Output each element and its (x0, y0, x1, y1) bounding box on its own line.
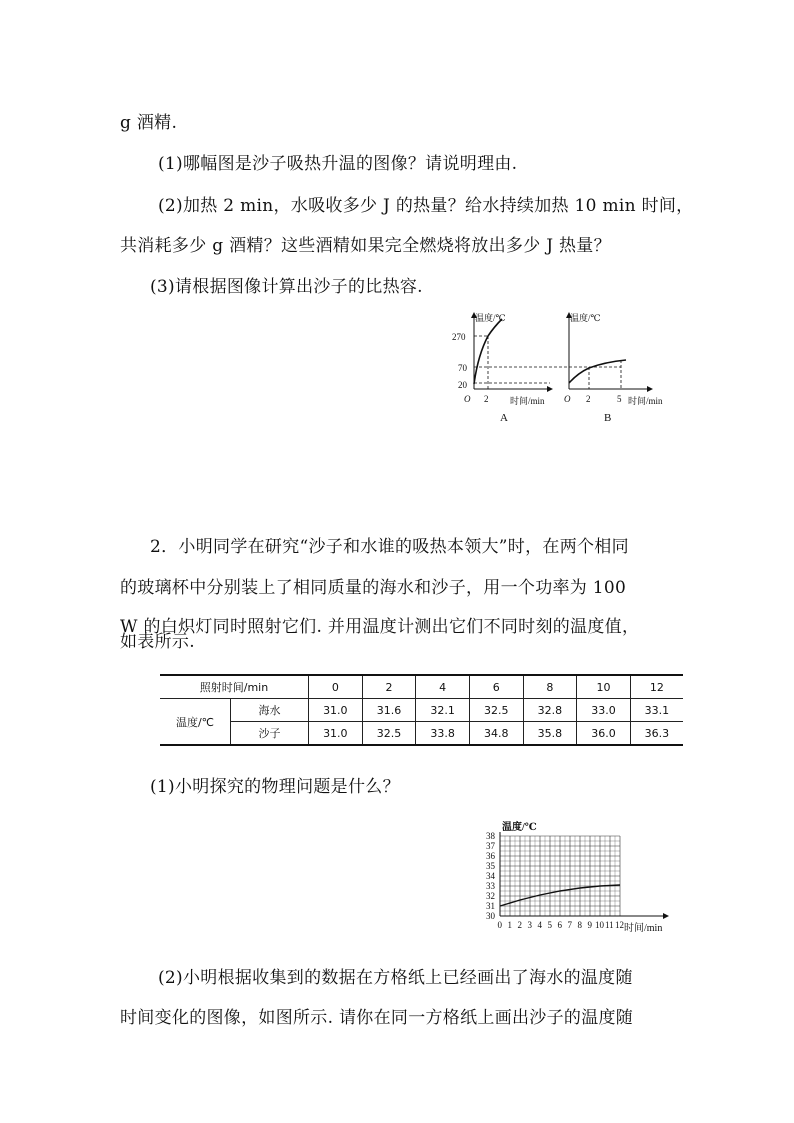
x-tick-label: 12 (615, 920, 624, 930)
question-1-2-cont: 共消耗多少 g 酒精？这些酒精如果完全燃烧将放出多少 J 热量？ (120, 236, 611, 256)
y-tick-label: 37 (486, 841, 495, 851)
graph-b-curve (569, 360, 626, 383)
graph-a-ylabel: 温度/℃ (475, 313, 506, 323)
table-row-name: 沙子 (231, 722, 309, 746)
x-tick-label: 10 (595, 920, 604, 930)
table-cell: 36.3 (630, 722, 683, 746)
table-row-seawater (160, 699, 683, 722)
problem-2-line-3: W 的白炽灯同时照射它们. 并用温度计测出它们不同时刻的温度值， (120, 617, 640, 637)
table-cell: 36.0 (577, 722, 631, 746)
question-1-2: (2)加热 2 min，水吸收多少 J 的热量？给水持续加热 10 min 时间， (158, 196, 694, 216)
graph-b-xlabel: 时间/min (628, 396, 663, 406)
y-tick-label: 32 (486, 891, 495, 901)
table-cell: 33.0 (577, 699, 631, 722)
chart-xlabel: 时间/min (624, 923, 663, 934)
chart-ylabel: 温度/℃ (502, 822, 537, 833)
table-cell: 32.5 (362, 722, 416, 746)
x-tick-label: 11 (605, 920, 614, 930)
y-tick-label: 33 (486, 881, 495, 891)
x-tick-label: 3 (527, 920, 532, 930)
table-cell: 32.8 (523, 699, 577, 722)
graph-b-xtick-2: 2 (586, 394, 591, 404)
x-tick-label: 5 (547, 920, 552, 930)
problem-2-line-1: 2．小明同学在研究“沙子和水谁的吸热本领大”时，在两个相同 (150, 537, 629, 557)
question-1-3: (3)请根据图像计算出沙子的比热容. (150, 277, 423, 297)
table-cell: 33.8 (416, 722, 470, 746)
graph-a-ytick-20: 20 (458, 380, 467, 390)
temperature-table (160, 674, 683, 746)
table-cell: 33.1 (630, 699, 683, 722)
text-line-1: g 酒精. (120, 113, 178, 133)
graph-a-ytick-270: 270 (452, 332, 466, 342)
y-tick-label: 38 (486, 831, 495, 841)
graph-a-origin: O (464, 394, 471, 404)
graph-b-label: B (604, 412, 612, 424)
graphs-ab (440, 305, 680, 430)
table-cell: 31.0 (309, 699, 363, 722)
table-time-3: 6 (469, 675, 523, 699)
graph-a-xtick-2: 2 (484, 394, 489, 404)
table-time-1: 2 (362, 675, 416, 699)
graph-a-ytick-70: 70 (458, 363, 467, 373)
graph-b-xtick-5: 5 (617, 394, 622, 404)
table-cell: 35.8 (523, 722, 577, 746)
table-cell: 31.0 (309, 722, 363, 746)
table-header-label: 照射时间/min (160, 675, 309, 699)
question-1-1: (1)哪幅图是沙子吸热升温的图像？请说明理由. (158, 154, 518, 174)
temperature-grid-chart (478, 818, 678, 936)
table-time-6: 12 (630, 675, 683, 699)
question-2-2-cont: 时间变化的图像，如图所示. 请你在同一方格纸上画出沙子的温度随 (120, 1008, 634, 1028)
table-header-row (160, 675, 683, 699)
problem-2-line-2: 的玻璃杯中分别装上了相同质量的海水和沙子，用一个功率为 100 (120, 578, 627, 598)
problem-2-line-4: 如表所示. (120, 632, 195, 652)
x-tick-label: 8 (577, 920, 582, 930)
x-tick-label: 7 (567, 920, 572, 930)
table-group-label: 温度/℃ (160, 699, 231, 746)
table-cell: 31.6 (362, 699, 416, 722)
y-tick-label: 34 (486, 871, 495, 881)
table-time-4: 8 (523, 675, 577, 699)
x-tick-label: 2 (517, 920, 522, 930)
y-tick-label: 30 (486, 911, 495, 921)
graph-b-origin: O (564, 394, 571, 404)
table-time-0: 0 (309, 675, 363, 699)
table-row-sand (160, 722, 683, 746)
table-row-name: 海水 (231, 699, 309, 722)
y-tick-label: 35 (486, 861, 495, 871)
question-2-1: (1)小明探究的物理问题是什么？ (150, 777, 400, 797)
table-cell: 32.1 (416, 699, 470, 722)
table-cell: 34.8 (469, 722, 523, 746)
chart-y-ticks (486, 831, 496, 921)
x-tick-label: 6 (557, 920, 562, 930)
graph-b-ylabel: 温度/℃ (570, 313, 601, 323)
y-tick-label: 36 (486, 851, 495, 861)
chart-x-ticks (498, 920, 625, 930)
x-tick-label: 9 (587, 920, 592, 930)
x-tick-label: 0 (497, 920, 502, 930)
graph-a-xlabel: 时间/min (510, 396, 545, 406)
y-tick-label: 31 (486, 901, 495, 911)
table-time-5: 10 (577, 675, 631, 699)
graph-a-label: A (500, 412, 508, 424)
x-tick-label: 4 (537, 920, 542, 930)
x-tick-label: 1 (507, 920, 512, 930)
table-cell: 32.5 (469, 699, 523, 722)
table-time-2: 4 (416, 675, 470, 699)
question-2-2: (2)小明根据收集到的数据在方格纸上已经画出了海水的温度随 (158, 968, 633, 988)
chart-grid (500, 836, 620, 916)
